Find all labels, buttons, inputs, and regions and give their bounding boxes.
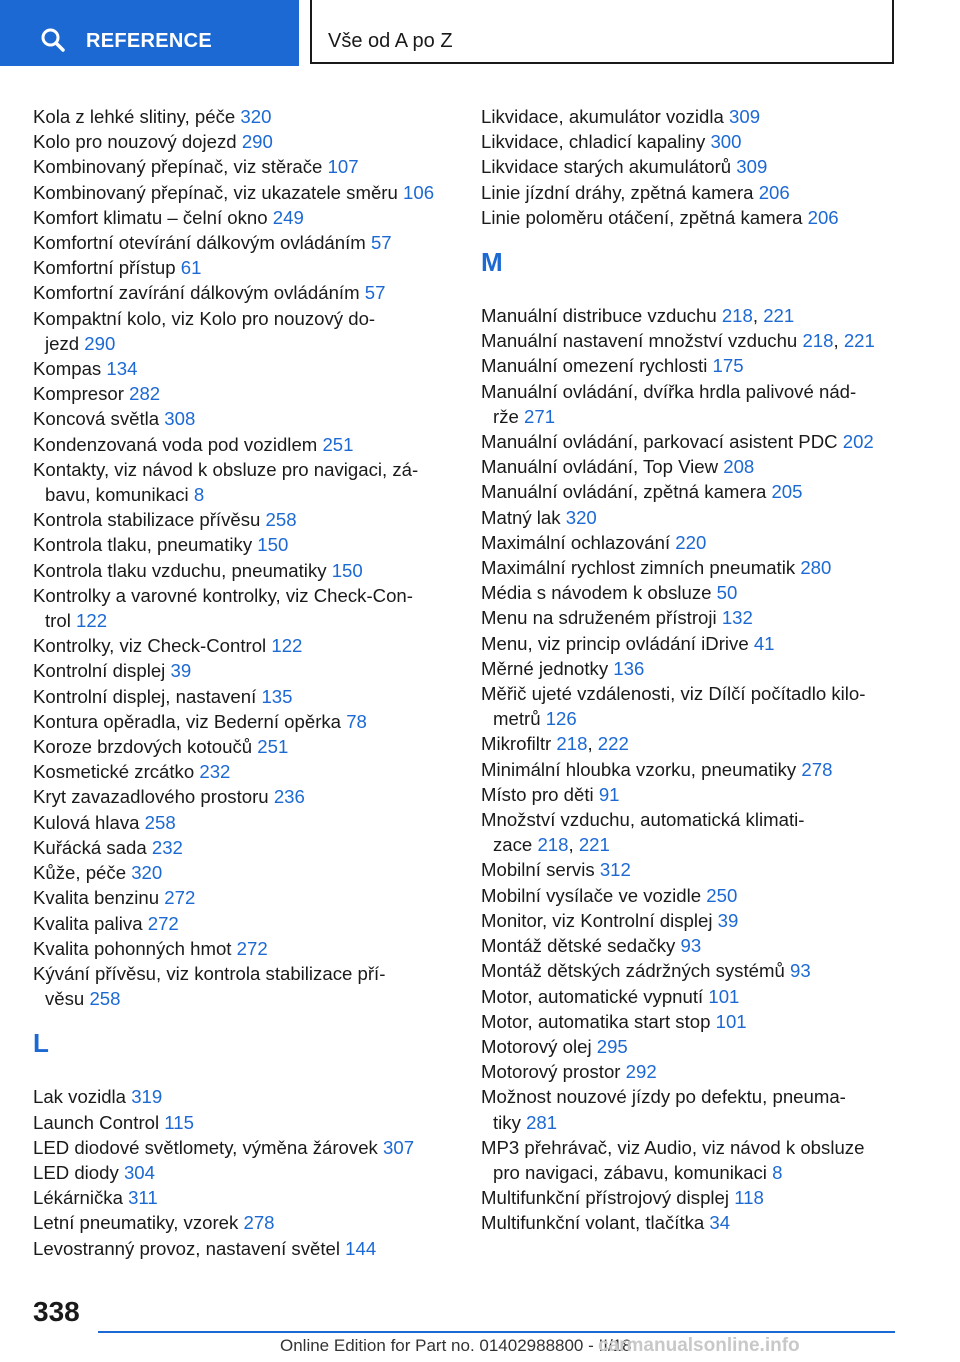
index-entry xyxy=(481,205,901,230)
page-link[interactable]: 93 xyxy=(790,960,811,982)
page-link[interactable]: 290 xyxy=(84,332,116,354)
index-entry xyxy=(481,958,901,983)
index-entry xyxy=(33,684,453,709)
page-link[interactable]: 41 xyxy=(753,632,775,654)
index-entry xyxy=(481,1210,901,1235)
page-link[interactable]: 50 xyxy=(716,582,738,604)
index-entry xyxy=(481,908,901,933)
page-link[interactable]: 232 xyxy=(199,761,231,783)
a-to-z-tab-label: Vše od A po Z xyxy=(328,30,453,52)
index-entry xyxy=(481,479,901,504)
page-link[interactable]: 78 xyxy=(346,710,367,732)
entry-text: Manuální nastavení množství vzduchu xyxy=(481,330,798,352)
index-entry xyxy=(33,911,453,936)
page-link[interactable]: 311 xyxy=(128,1187,158,1209)
edition-info: Online Edition for Part no. 01402988800 - II/18 xyxy=(280,1336,632,1355)
index-entry xyxy=(33,1110,453,1135)
header xyxy=(0,0,960,66)
page-link[interactable]: 304 xyxy=(123,1161,155,1183)
entry-text: Místo pro děti xyxy=(481,783,594,805)
entry-text: Linie poloměru otáčení, zpětná kamera xyxy=(481,206,803,228)
entry-text: Kontrolní displej, nastavení xyxy=(33,685,257,707)
entry-text: Manuální ovládání, dvířka hrdla palivové nád- xyxy=(481,380,857,402)
page-link[interactable]: 57 xyxy=(364,282,386,304)
index-entry-continuation xyxy=(33,608,453,633)
index-entry xyxy=(33,558,453,583)
index-entry xyxy=(33,356,453,381)
entry-text: Motorový prostor xyxy=(481,1061,621,1083)
index-entry xyxy=(481,104,901,129)
index-entry xyxy=(33,532,453,557)
index-column-right xyxy=(481,104,901,1236)
page-link[interactable]: 206 xyxy=(807,206,839,228)
entry-text: Kvalita paliva xyxy=(33,912,143,934)
index-entry xyxy=(33,936,453,961)
page-link[interactable]: 258 xyxy=(144,811,176,833)
entry-text: Motor, automatika start stop xyxy=(481,1010,711,1032)
entry-text: Linie jízdní dráhy, zpětná kamera xyxy=(481,181,754,203)
entry-text: Kvalita pohonných hmot xyxy=(33,937,232,959)
entry-text: trol xyxy=(45,610,71,632)
entry-text: Kompaktní kolo, viz Kolo pro nouzový do- xyxy=(33,307,376,329)
entry-text: Manuální ovládání, Top View xyxy=(481,456,719,478)
page-link[interactable]: 320 xyxy=(240,106,272,127)
page-link[interactable]: 290 xyxy=(241,131,273,153)
index-entry xyxy=(33,381,453,406)
index-entry-continuation xyxy=(481,1110,901,1135)
index-entry xyxy=(481,631,901,656)
index-entry xyxy=(481,353,901,378)
page-link[interactable]: 258 xyxy=(89,988,121,1010)
footer-divider xyxy=(98,1331,895,1333)
entry-text: pro navigaci, zábavu, komunikaci xyxy=(493,1161,767,1183)
index-entry xyxy=(481,656,901,681)
index-entry-continuation xyxy=(33,482,453,507)
entry-text: LED diody xyxy=(33,1161,119,1183)
page-link[interactable]: 118 xyxy=(734,1187,764,1209)
page-link[interactable]: 236 xyxy=(273,786,305,808)
index-entry xyxy=(33,255,453,280)
page-link[interactable]: 278 xyxy=(801,758,833,780)
page-link[interactable]: 61 xyxy=(180,257,202,279)
index-entry xyxy=(33,154,453,179)
page-link[interactable]: 309 xyxy=(736,156,768,178)
page-link[interactable]: 319 xyxy=(131,1086,163,1108)
page-link[interactable]: 206 xyxy=(758,181,790,203)
entry-text: Launch Control xyxy=(33,1111,160,1133)
entry-text: Maximální rychlost zimních pneumatik xyxy=(481,557,796,579)
a-to-z-tab[interactable] xyxy=(310,0,894,64)
index-entry xyxy=(481,555,901,580)
page-link[interactable]: 115 xyxy=(164,1111,194,1133)
page-number: 338 xyxy=(33,1296,80,1327)
index-entry xyxy=(33,205,453,230)
page-link[interactable]: 202 xyxy=(842,431,874,453)
index-entry xyxy=(33,1210,453,1235)
page-link[interactable]: 106 xyxy=(403,181,435,203)
entry-text: Kontrolky a varovné kontrolky, viz Check-Con- xyxy=(33,584,413,606)
entry-text: Kola z lehké slitiny, péče xyxy=(33,106,236,127)
page-link[interactable]: 320 xyxy=(565,506,597,528)
index-entry xyxy=(33,1160,453,1185)
page-link[interactable]: 107 xyxy=(327,156,359,178)
index-entry-continuation xyxy=(481,706,901,731)
entry-text: Kontrola stabilizace přívěsu xyxy=(33,509,261,531)
page-link[interactable]: 39 xyxy=(170,660,192,682)
index-entry xyxy=(481,757,901,782)
index-entry xyxy=(481,1009,901,1034)
index-entry xyxy=(33,406,453,431)
search-icon xyxy=(40,27,66,53)
entry-text: Mikrofiltr xyxy=(481,733,552,755)
index-entry xyxy=(33,280,453,305)
page-link[interactable]: 144 xyxy=(345,1237,377,1259)
index-entry xyxy=(33,1236,453,1261)
page-link[interactable]: 150 xyxy=(257,534,289,556)
index-entry xyxy=(33,129,453,154)
index-entry xyxy=(481,782,901,807)
entry-text: Manuální ovládání, zpětná kamera xyxy=(481,481,767,503)
page-link[interactable]: 309 xyxy=(729,106,761,127)
page-link[interactable]: 251 xyxy=(322,433,354,455)
entry-text: Motor, automatické vypnutí xyxy=(481,985,704,1007)
entry-text: Matný lak xyxy=(481,506,561,528)
entry-text: Montáž dětských zádržných systémů xyxy=(481,960,785,982)
entry-text: Letní pneumatiky, vzorek xyxy=(33,1212,239,1234)
page-link[interactable]: 251 xyxy=(257,736,289,758)
entry-text: Kontrolky, viz Check-Control xyxy=(33,635,267,657)
index-entry xyxy=(481,984,901,1009)
index-entry-continuation xyxy=(33,986,453,1011)
index-entry xyxy=(33,835,453,860)
page-link[interactable]: 220 xyxy=(675,531,707,553)
page-link[interactable]: 282 xyxy=(129,383,161,405)
index-entry xyxy=(33,507,453,532)
section-letter: M xyxy=(481,247,503,278)
index-entry xyxy=(33,633,453,658)
entry-text: metrů xyxy=(493,708,541,730)
index-entry xyxy=(33,709,453,734)
reference-tab[interactable] xyxy=(0,0,299,66)
entry-text: Kuřácká sada xyxy=(33,836,147,858)
section-letter: L xyxy=(33,1028,49,1059)
page-link[interactable]: 258 xyxy=(265,509,297,531)
index-entry xyxy=(33,1084,453,1109)
index-entry xyxy=(33,104,453,129)
entry-text: Multifunkční přístrojový displej xyxy=(481,1187,730,1209)
index-entry: Mikrofiltr 218, 222 xyxy=(481,733,629,755)
index-entry xyxy=(481,1135,901,1160)
entry-text: zace xyxy=(493,834,533,856)
index-entry xyxy=(481,605,901,630)
entry-text: Komfortní otevírání dálkovým ovládáním xyxy=(33,232,366,254)
entry-text: Kryt zavazadlového prostoru xyxy=(33,786,269,808)
page-link[interactable]: 308 xyxy=(164,408,196,430)
index-entry xyxy=(481,1034,901,1059)
page-link[interactable]: 57 xyxy=(370,232,392,254)
entry-text: Kompresor xyxy=(33,383,124,405)
entry-text: Menu na sdruženém přístroji xyxy=(481,607,717,629)
page-link[interactable]: 101 xyxy=(715,1010,747,1032)
index-entry xyxy=(481,530,901,555)
entry-text: Menu, viz princip ovládání iDrive xyxy=(481,632,749,654)
index-entry-continuation xyxy=(33,331,453,356)
entry-text: Komfort klimatu – čelní okno xyxy=(33,206,268,228)
index-entry xyxy=(33,306,453,331)
index-entry xyxy=(33,1135,453,1160)
entry-text: Lak vozidla xyxy=(33,1086,127,1108)
entry-text: Měrné jednotky xyxy=(481,657,609,679)
index-entry xyxy=(481,681,901,706)
reference-tab-label: REFERENCE xyxy=(86,30,213,52)
entry-text: tiky xyxy=(493,1111,521,1133)
page-link[interactable]: 136 xyxy=(613,657,645,679)
entry-text: Koncová světla xyxy=(33,408,160,430)
page-link[interactable]: 249 xyxy=(272,206,304,228)
entry-text: Likvidace, chladicí kapaliny xyxy=(481,131,706,153)
index-entry xyxy=(481,180,901,205)
entry-text: Likvidace, akumulátor vozidla xyxy=(481,106,724,127)
page-link[interactable]: 126 xyxy=(545,708,577,730)
page-link[interactable]: 280 xyxy=(800,557,832,579)
entry-text: Komfortní přístup xyxy=(33,257,176,279)
page-link[interactable]: 122 xyxy=(271,635,303,657)
entry-text: Kontakty, viz návod k obsluze pro navigaci, zá- xyxy=(33,458,419,480)
index-entry xyxy=(33,860,453,885)
entry-text: LED diodové světlomety, výměna žárovek xyxy=(33,1136,378,1158)
entry-text: Kývání přívěsu, viz kontrola stabilizace pří- xyxy=(33,962,386,984)
entry-text: Kontrola tlaku vzduchu, pneumatiky xyxy=(33,559,327,581)
entry-text: Množství vzduchu, automatická klimati- xyxy=(481,809,805,831)
page-link[interactable]: 272 xyxy=(147,912,179,934)
page-link[interactable]: 122 xyxy=(76,610,108,632)
index-entry xyxy=(33,1185,453,1210)
entry-text: Manuální omezení rychlosti xyxy=(481,355,708,377)
entry-text: Motorový olej xyxy=(481,1035,592,1057)
page-link[interactable]: 312 xyxy=(599,859,631,881)
entry-text: Mobilní vysílače ve vozidle xyxy=(481,884,702,906)
index-column-left xyxy=(33,104,453,1261)
page-link[interactable]: 232 xyxy=(151,836,183,858)
page-link[interactable]: 34 xyxy=(709,1212,731,1234)
entry-text: Kondenzovaná voda pod vozidlem xyxy=(33,433,318,455)
page-link[interactable]: 132 xyxy=(721,607,753,629)
page-link[interactable]: 250 xyxy=(706,884,738,906)
index-entry xyxy=(33,658,453,683)
index-entry xyxy=(481,1185,901,1210)
page-link[interactable]: 222 xyxy=(597,733,629,755)
entry-text: Měřič ujeté vzdálenosti, viz Dílčí počítadlo kilo- xyxy=(481,683,866,705)
page-link[interactable]: 281 xyxy=(526,1111,558,1133)
entry-text: Kůže, péče xyxy=(33,862,127,884)
entry-text: Kulová hlava xyxy=(33,811,140,833)
entry-text: Kontrola tlaku, pneumatiky xyxy=(33,534,253,556)
index-entry xyxy=(481,857,901,882)
watermark: carmanualsonline.info xyxy=(598,1335,800,1356)
index-entry xyxy=(33,230,453,255)
entry-text: Kombinovaný přepínač, viz ukazatele směru xyxy=(33,181,398,203)
entry-text: Multifunkční volant, tlačítka xyxy=(481,1212,705,1234)
index-entry: Manuální nastavení množství vzduchu 218, 221 xyxy=(481,330,875,352)
index-entry xyxy=(33,759,453,784)
page-link[interactable]: 39 xyxy=(717,909,739,931)
index-entry xyxy=(481,883,901,908)
index-entry xyxy=(33,457,453,482)
page-link[interactable]: 8 xyxy=(193,484,205,506)
page-link[interactable]: 93 xyxy=(680,935,702,957)
index-entry xyxy=(481,429,901,454)
page-link[interactable]: 221 xyxy=(843,330,875,352)
entry-text: Kvalita benzinu xyxy=(33,887,160,909)
index-entry xyxy=(33,810,453,835)
entry-text: věsu xyxy=(45,988,85,1010)
entry-text: Komfortní zavírání dálkovým ovládáním xyxy=(33,282,360,304)
page-link[interactable]: 307 xyxy=(383,1136,415,1158)
index-entry xyxy=(481,129,901,154)
index-entry xyxy=(481,154,901,179)
index-entry xyxy=(33,583,453,608)
entry-text: jezd xyxy=(45,332,80,354)
page-link[interactable]: 218 xyxy=(537,834,569,856)
index-entry xyxy=(33,180,453,205)
index-entry xyxy=(481,1059,901,1084)
entry-text: Maximální ochlazování xyxy=(481,531,671,553)
entry-text: Kontura opěradla, viz Bederní opěrka xyxy=(33,710,342,732)
index-entry: Manuální distribuce vzduchu 218, 221 xyxy=(481,305,795,327)
entry-text: Možnost nouzové jízdy po defektu, pneuma- xyxy=(481,1086,846,1108)
entry-text: Kolo pro nouzový dojezd xyxy=(33,131,237,153)
entry-text: Likvidace starých akumulátorů xyxy=(481,156,732,178)
index-entry xyxy=(33,961,453,986)
page-link[interactable]: 205 xyxy=(771,481,803,503)
page-link[interactable]: 300 xyxy=(710,131,742,153)
index-entry-continuation xyxy=(481,1160,901,1185)
entry-text: rže xyxy=(493,405,519,427)
entry-text: Kompas xyxy=(33,358,102,380)
entry-text: Mobilní servis xyxy=(481,859,595,881)
page-link[interactable]: 135 xyxy=(261,685,293,707)
entry-text: Manuální ovládání, parkovací asistent PDC xyxy=(481,431,838,453)
entry-text: bavu, komunikaci xyxy=(45,484,189,506)
page-link[interactable]: 91 xyxy=(598,783,620,805)
index-entry xyxy=(481,933,901,958)
index-entry xyxy=(481,379,901,404)
index-entry xyxy=(481,807,901,832)
index-entry xyxy=(33,432,453,457)
page-link[interactable]: 218 xyxy=(721,305,753,327)
index-entry xyxy=(481,580,901,605)
page-link[interactable]: 221 xyxy=(763,305,795,327)
page-link[interactable]: 320 xyxy=(131,862,163,884)
entry-text: Kontrolní displej xyxy=(33,660,166,682)
page-link[interactable]: 272 xyxy=(164,887,196,909)
index-entry xyxy=(481,454,901,479)
index-entry xyxy=(33,784,453,809)
page-link[interactable]: 272 xyxy=(236,937,268,959)
entry-text: Kosmetické zrcátko xyxy=(33,761,195,783)
page-link[interactable]: 221 xyxy=(578,834,610,856)
entry-text: Média s návodem k obsluze xyxy=(481,582,712,604)
index-entry xyxy=(33,734,453,759)
entry-text: MP3 přehrávač, viz Audio, viz návod k obsluze xyxy=(481,1136,865,1158)
page-link[interactable]: 292 xyxy=(625,1061,657,1083)
index-entry xyxy=(481,505,901,530)
index-entry xyxy=(33,885,453,910)
page-link[interactable]: 295 xyxy=(596,1035,628,1057)
entry-text: Levostranný provoz, nastavení světel xyxy=(33,1237,340,1259)
entry-text: Lékárnička xyxy=(33,1187,123,1209)
entry-text: Minimální hloubka vzorku, pneumatiky xyxy=(481,758,797,780)
entry-text: Monitor, viz Kontrolní displej xyxy=(481,909,713,931)
entry-text: Koroze brzdových kotoučů xyxy=(33,736,253,758)
page-link[interactable]: 208 xyxy=(723,456,755,478)
page-link[interactable]: 150 xyxy=(331,559,363,581)
page-link[interactable]: 101 xyxy=(708,985,740,1007)
page-link[interactable]: 218 xyxy=(802,330,834,352)
entry-text: Montáž dětské sedačky xyxy=(481,935,676,957)
page-link[interactable]: 218 xyxy=(556,733,588,755)
entry-text: Manuální distribuce vzduchu xyxy=(481,305,717,327)
page-link[interactable]: 134 xyxy=(106,358,138,380)
index-entry-continuation: zace 218, 221 xyxy=(493,834,610,856)
page-link[interactable]: 175 xyxy=(712,355,744,377)
page-link[interactable]: 271 xyxy=(524,405,556,427)
index-entry xyxy=(481,1084,901,1109)
page-link[interactable]: 8 xyxy=(772,1161,783,1183)
entry-text: Kombinovaný přepínač, viz stěrače xyxy=(33,156,323,178)
index-entry-continuation xyxy=(481,404,901,429)
page-link[interactable]: 278 xyxy=(243,1212,275,1234)
